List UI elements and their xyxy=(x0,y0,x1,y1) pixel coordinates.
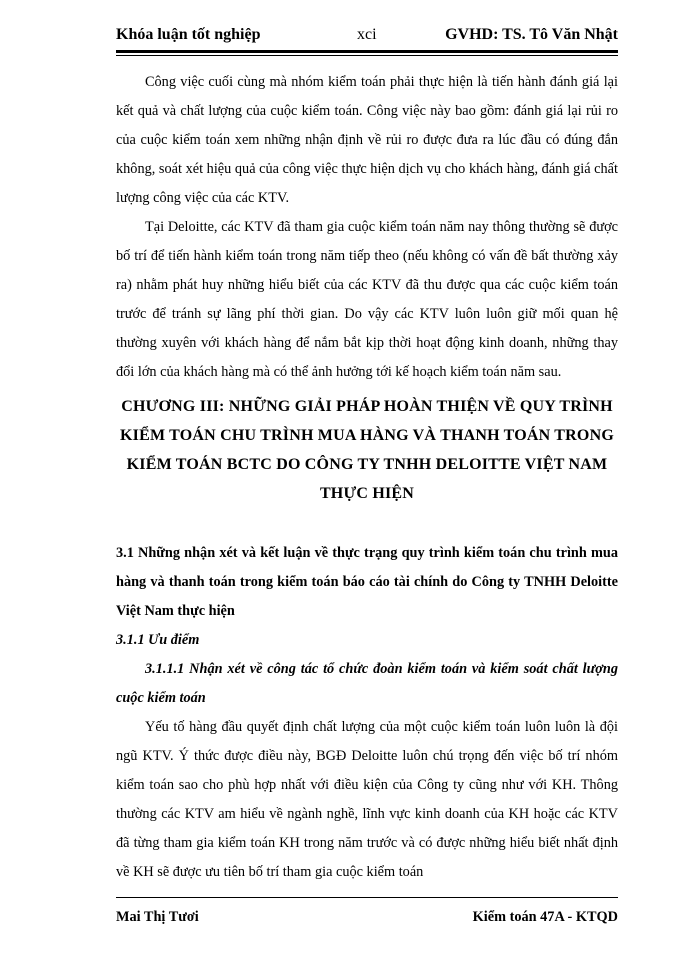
chapter-title: CHƯƠNG III: NHỮNG GIẢI PHÁP HOÀN THIỆN VỀ QUY TRÌNH KIỂM TOÁN CHU TRÌNH MUA HÀNG VÀ THANH TOÁN TRONG KIỂM TOÁN BCTC DO CÔNG TY TNHH DELOITTE VIỆT NAM THỰC HIỆN xyxy=(120,398,614,502)
paragraph-final-review: Công việc cuối cùng mà nhóm kiểm toán phải thực hiện là tiến hành đánh giá lại kết quả và chất lượng của cuộc kiểm toán. Công việc này bao gồm: đánh giá lại rủi ro của cuộc kiểm toán xem những nhận định về rủi ro được đưa ra lúc đầu có đúng đắn không, soát xét hiệu quả của công việc thực hiện dịch vụ cho khách hàng, đánh giá chất lượng công việc của các KTV. xyxy=(116,74,618,206)
paragraph-audit-team: Yếu tố hàng đầu quyết định chất lượng của một cuộc kiểm toán luôn luôn là đội ngũ KTV. Ý thức được điều này, BGĐ Deloitte luôn chú trọng đến việc bố trí nhóm kiểm toán sao cho phù hợp nhất với điều kiện của Công ty cũng như với KH. Thông thường các KTV am hiểu về ngành nghề, lĩnh vực kinh doanh của KH hoặc các KTV đã từng tham gia kiểm toán KH trong năm trước và có được những hiểu biết nhất định về KH sẽ được ưu tiên bố trí tham gia cuộc kiểm toán xyxy=(116,719,618,880)
header-supervisor: GVHD: TS. Tô Văn Nhật xyxy=(445,26,618,43)
paragraph-deloitte-staffing: Tại Deloitte, các KTV đã tham gia cuộc kiểm toán năm nay thông thường sẽ được bố trí để tiến hành kiểm toán trong năm tiếp theo (nếu không có vấn đề bất thường xảy ra) nhằm phát huy những hiểu biết của các KTV đã thu được qua các cuộc kiểm toán trước để tránh sự lãng phí thời gian. Do vậy các KTV luôn luôn giữ mối quan hệ thường xuyên với khách hàng để nắm bắt kịp thời hoạt động kinh doanh, những thay đổi lớn của khách hàng mà có thể ảnh hưởng tới kế hoạch kiểm toán năm sau. xyxy=(116,219,618,380)
subsubsection-title: 3.1.1.1 Nhận xét về công tác tổ chức đoàn kiểm toán và kiểm soát chất lượng cuộc kiểm toán xyxy=(116,661,618,706)
footer-class: Kiểm toán 47A - KTQD xyxy=(472,909,618,925)
header-rule-thin xyxy=(116,55,618,56)
footer-rule xyxy=(116,897,618,898)
section-title: 3.1 Những nhận xét và kết luận về thực trạng quy trình kiểm toán chu trình mua hàng và thanh toán trong kiểm toán báo cáo tài chính do Công ty TNHH Deloitte Việt Nam thực hiện xyxy=(116,545,618,619)
page-header xyxy=(116,22,618,48)
footer-author: Mai Thị Tươi xyxy=(116,909,199,925)
subsection-title: 3.1.1 Ưu điểm xyxy=(116,632,200,648)
header-thesis-label: Khóa luận tốt nghiệp xyxy=(116,26,261,43)
header-rule-thick xyxy=(116,50,618,53)
header-page-number: xci xyxy=(357,26,377,43)
